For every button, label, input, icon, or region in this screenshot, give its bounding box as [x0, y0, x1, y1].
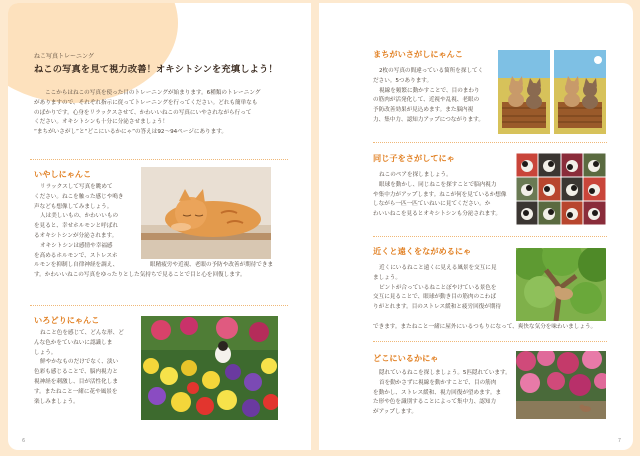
- page-title: ねこの写真を見て視力改善！オキシトシンを充填しよう！: [34, 64, 278, 75]
- section-text-irodori: ねこと色を感じて、どんな形、ど んな色かをていねいに認識しま しょう。 鮮やかなものだけでなく、淡い 色彩も感じることで、脳内視力と 視神経を刺激し、目が活性化しま す。またねこと一緒に花や風景を 楽しみましょう。: [34, 330, 124, 405]
- page-subtitle: ねこ写真トレーニング: [34, 53, 94, 60]
- spot-difference-photo-right: [554, 50, 606, 134]
- section-heading-chikaku: 近くと遠くをながめるにゃ: [373, 246, 472, 256]
- divider: [373, 236, 607, 237]
- hidden-cats-photo: [516, 351, 606, 419]
- section-heading-onaji: 同じ子をさがしてにゃ: [373, 153, 455, 163]
- divider: [30, 305, 288, 306]
- section-text-chikaku: 近くにいるねこと遠くに見える風景を交互に見 ましょう。 ピントが合っているねことぼやけている景色を 交互に見ることで、眼球が動き目の筋肉のこわば りがとれます。目のストレス緩和と疲労回復が期待: [373, 265, 502, 311]
- spot-difference-photo-left: [498, 50, 550, 134]
- section-heading-machigai: まちがいさがしにゃんこ: [373, 49, 463, 59]
- sleeping-cat-photo: [141, 167, 271, 259]
- right-page: まちがいさがしにゃんこ 2枚の写真の間違っている箇所を探してく ださい。5つあります。 視線を頻繁に動かすことで、目のまわり の筋肉が活発化して、近視や乱視、老眼の 予防改善効果が見込めます。また脳内視 力、集中力、認知力アップにつながります。 同じ子をさがしてにゃ ねこのペアを探しましょう。 眼球を動かし、同じねこを探すことで脳内視力 や集中力がアップします。ねこが何を見ているか想像 しながら一匹一匹ていねいに見てください。か わいいねこを見るとオキシトシンも分泌されます。 近くと遠くをながめるにゃ 近くにいるねこと遠くに見える風景を交互に見 ましょう。 ピントが合っているねことぼやけている景色を 交互に見ることで、眼球が動き目の筋肉のこわば りがとれます。目のストレス緩和と疲労回復が期待 できます。またねこと一緒に屋外にいるつもりになって、爽快な気分を味わいましょう。 どこにいるかにゃ 隠れているねこを探しましょう。5匹隠れています。 首を動かさずに視線を動かすことで、目の筋肉 を動かし、ストレス緩和、視力回復が望めます。ま た形や色を識別することによって集中力、認知力 がアップします。 7: [319, 3, 633, 450]
- divider: [30, 159, 288, 160]
- section-heading-doko: どこにいるかにゃ: [373, 353, 439, 363]
- left-page: ねこ写真トレーニング ねこの写真を見て視力改善！オキシトシンを充填しよう！ ここからはねこの写真を使った目のトレーニングが始まります。6種類のトレーニング がありますので、それぞれ指示に従ってトレーニングを行ってください。どれも簡単なも のばかりです。心身をリラックスさせて、かわいいねこの写真にいやされながら行って ください。オキシトシンも十分に分泌させましょう！ “まちがいさがし”と“どこにいるかにゃ”の答えは92〜94ページにあります。 いやしにゃんこ リラックスして写真を眺めて ください。ねこを触った感じや鳴き 声なども想像してみましょう。 人は美しいもの、かわいいもの を見ると、幸せホルモンと呼ばれ るオキシトシンが分泌されます。 オキシトシンは感情や幸福感 を高めるホルモンで、ストレスホ ルモンを抑制し自律神経を調え、 眼精疲労や近視、老眼の予防や改善が期待できま す。かわいいねこの写真をゆったりとした気持ちで見ることで目と心を回復します。 いろどりにゃんこ ねこと色を感じて、どんな形、ど んな色かをていねいに認識しま しょう。 鮮やかなものだけでなく、淡い 色彩も感じることで、脳内視力と 視神経を刺激し、目が活性化しま す。またねこと一緒に花や風景を 楽しみましょう。 6: [8, 3, 311, 450]
- section-heading-iyashi: いやしにゃんこ: [34, 169, 92, 179]
- section-text-onaji: ねこのペアを探しましょう。 眼球を動かし、同じねこを探すことで脳内視力 や集中力がアップします。ねこが何を見ているか想像 しながら一匹一匹ていねいに見てください。か わいいねこを見るとオキシトシンも分泌されます。: [373, 172, 507, 218]
- section-text-doko: 隠れているねこを探しましょう。5匹隠れています。 首を動かさずに視線を動かすことで、目の筋肉 を動かし、ストレス緩和、視力回復が望めます。ま た形や色を識別することによって集中力、認知力 がアップします。: [373, 370, 511, 416]
- page-number: 7: [617, 438, 621, 444]
- flower-cat-photo: [141, 316, 278, 420]
- page-number: 6: [22, 438, 26, 444]
- intro-text: ここからはねこの写真を使った目のトレーニングが始まります。6種類のトレーニング がありますので、それぞれ指示に従ってトレーニングを行ってください。どれも簡単なも のばかりです。心身をリラックスさせて、かわいいねこの写真にいやされながら行って ください。オキシトシンも十分に分泌させましょう！ “まちがいさがし”と“どこにいるかにゃ”の答えは92〜94ページにあります。: [34, 90, 261, 136]
- cat-pairs-grid: [516, 153, 606, 225]
- section-heading-irodori: いろどりにゃんこ: [34, 315, 100, 325]
- divider: [373, 142, 607, 143]
- divider: [373, 341, 607, 342]
- cat-in-tree-photo: [516, 248, 606, 321]
- section-text-iyashi: リラックスして写真を眺めて ください。ねこを触った感じや鳴き 声なども想像してみましょう。 人は美しいもの、かわいいもの を見ると、幸せホルモンと呼ばれ るオキシトシンが分泌されます。 オキシトシンは感情や幸福感 を高めるホルモンで、ストレスホ ルモンを抑制し自律神経を調え、: [34, 184, 124, 269]
- section-text-machigai: 2枚の写真の間違っている箇所を探してく ださい。5つあります。 視線を頻繁に動かすことで、目のまわり の筋肉が活発化して、近視や乱視、老眼の 予防改善効果が見込めます。また脳内視 力、集中力、認知力アップにつながります。: [373, 68, 484, 123]
